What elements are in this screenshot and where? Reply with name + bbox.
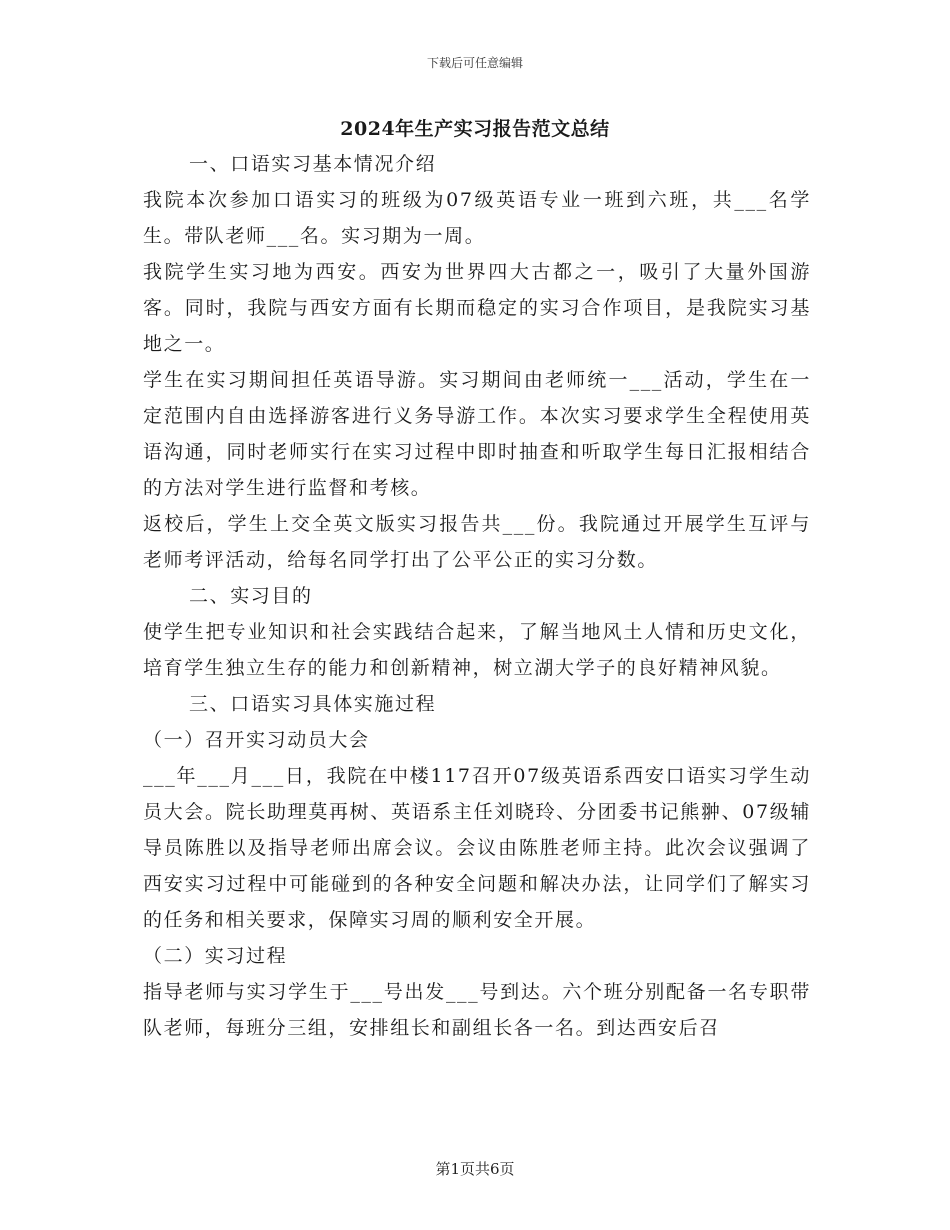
subsection-heading: （一）召开实习动员大会 [143,729,370,751]
section-heading-2: 二、实习目的 [189,585,313,607]
paragraph: 使学生把专业知识和社会实践结合起来，了解当地风土人情和历史文化，培育学生独立生存的能力和创新精神，树立湖大学子的良好精神风貌。 [143,621,811,679]
section-heading-3: 三、口语实习具体实施过程 [189,693,437,715]
subsection-heading: （二）实习过程 [143,945,288,967]
document-body [143,146,811,1046]
document-title: 2024年生产实习报告范文总结 [340,118,610,140]
paragraph: 我院本次参加口语实习的班级为07级英语专业一班到六班，共___名学生。带队老师___名。实习期为一周。 [143,189,811,247]
paragraph: 我院学生实习地为西安。西安为世界四大古都之一，吸引了大量外国游客。同时，我院与西安方面有长期而稳定的实习合作项目，是我院实习基地之一。 [143,261,811,355]
paragraph: 学生在实习期间担任英语导游。实习期间由老师统一___活动，学生在一定范围内自由选择游客进行义务导游工作。本次实习要求学生全程使用英语沟通，同时老师实行在实习过程中即时抽查和听取学生每日汇报相结合的方法对学生进行监督和考核。 [143,369,811,499]
header-note: 下载后可任意编辑 [426,56,523,70]
paragraph: 返校后，学生上交全英文版实习报告共___份。我院通过开展学生互评与老师考评活动，给每名同学打出了公平公正的实习分数。 [143,513,811,571]
page-indicator: 第1页共6页 [435,1160,515,1178]
section-heading-1: 一、口语实习基本情况介绍 [189,153,437,175]
paragraph: 指导老师与实习学生于___号出发___号到达。六个班分别配备一名专职带队老师，每班分三组，安排组长和副组长各一名。到达西安后召 [143,981,811,1039]
paragraph: ___年___月___日，我院在中楼117召开07级英语系西安口语实习学生动员大会。院长助理莫再树、英语系主任刘晓玲、分团委书记熊翀、07级辅导员陈胜以及指导老师出席会议。会议由陈胜老师主持。此次会议强调了西安实习过程中可能碰到的各种安全问题和解决办法，让同学们了解实习的任务和相关要求，保障实习周的顺利安全开展。 [143,765,811,931]
